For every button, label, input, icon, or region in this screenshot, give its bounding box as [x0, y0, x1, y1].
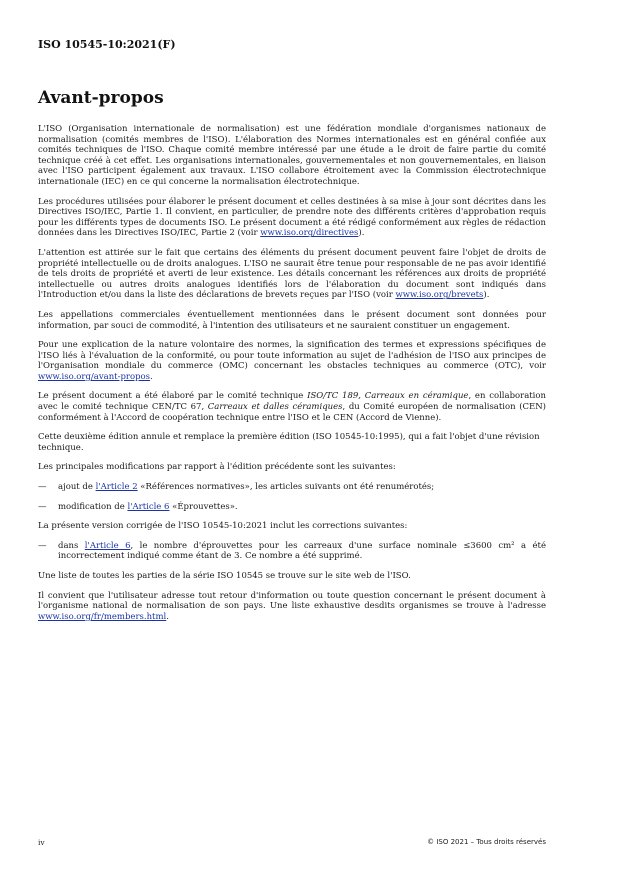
paragraph-edition: Cette deuxième édition annule et remplace la première édition (ISO 10545-10:1995), qui a fait l'objet d'une révision technique. — [38, 432, 540, 453]
paragraph-changes-intro: Les principales modifications par rapport à l'édition précédente sont les suivantes: — [38, 462, 396, 473]
list-item-text — [58, 541, 546, 562]
paragraph-iso-description: L'ISO (Organisation internationale de normalisation) est une fédération mondiale d'organismes nationaux de normalisation (comités membres de l'ISO). L'élaboration des Normes internationales est en général confiée aux comités techniques de l'ISO. Chaque comité membre intéressé par une étude a le droit de faire partie du comité technique créé à cet effet. Les organisations internationales, gouvernementales et non gouvernementales, en liaison avec l'ISO participent également aux travaux. L'ISO collabore étroitement avec la Commission électrotechnique internationale (IEC) en ce qui concerne la normalisation électrotechnique. — [38, 124, 546, 187]
list-text: , le nombre d'éprouvettes pour les carreaux d'une surface nominale ≤3600 cm² a été incorrectement indiqué comme étant de 3. Ce nombre a été supprimé. — [58, 540, 546, 562]
paragraph-corrections-intro: La présente version corrigée de l'ISO 10545-10:2021 inclut les corrections suivantes: — [38, 521, 408, 532]
list-text: modification de — [58, 501, 128, 512]
paragraph-feedback — [38, 591, 546, 623]
paragraph-committee — [38, 391, 546, 423]
list-item — [38, 541, 546, 562]
list-text: «Éprouvettes». — [169, 501, 238, 512]
paragraph-text: L'attention est attirée sur le fait que certains des éléments du présent document peuvent faire l'objet de droits de propriété intellectuelle ou de droits analogues. L'ISO ne saurait être tenue pour responsable de ne pas avoir identifié de tels droits de propriété et averti de leur existence. Les détails concernant les références aux droits de propriété intellectuelle ou autres droits analogues identifiés lors de l'élaboration du document sont indiqués dans l'Introduction et/ou dans la liste des déclarations de brevets reçues par l'ISO (voir — [38, 247, 546, 301]
paragraph-text: , du Comité européen de normalisation (CEN) conformément à l'Accord de coopération technique entre l'ISO et le CEN (Accord de Vienne). — [38, 402, 547, 423]
page-title: Avant-propos — [38, 88, 164, 108]
link-article-6-correction[interactable]: l'Article 6 — [84, 540, 131, 551]
paragraph-text: . — [150, 371, 153, 382]
list-text: «Références normatives», les articles suivants ont été renumérotés; — [137, 482, 435, 493]
link-brevets[interactable]: www.iso.org/brevets — [395, 290, 484, 301]
paragraph-text: Il convient que l'utilisateur adresse tout retour d'information ou toute question concernant le présent document à l'organisme national de normalisation de son pays. Une liste exhaustive desdits organismes se trouve à l'adresse — [38, 590, 546, 612]
copyright-notice: © ISO 2021 – Tous droits réservés — [427, 838, 546, 846]
page-footer — [38, 838, 546, 847]
committee-iso: ISO/TC 189, Carreaux en céramique — [307, 391, 469, 402]
link-avant-propos[interactable]: www.iso.org/avant-propos — [38, 371, 150, 382]
paragraph-text: ). — [358, 228, 365, 239]
dash-bullet: — — [38, 501, 47, 512]
foreword-body — [38, 124, 546, 631]
list-item — [38, 502, 546, 513]
list-item-text — [58, 502, 546, 513]
page-number: iv — [38, 838, 45, 847]
list-item — [38, 482, 546, 493]
dash-bullet: — — [38, 482, 47, 493]
paragraph-text: ). — [483, 290, 490, 301]
paragraph-text: Le présent document a été élaboré par le comité technique — [38, 391, 308, 402]
list-item-text — [58, 482, 546, 493]
link-article-2[interactable]: l'Article 2 — [95, 482, 138, 493]
paragraph-patents — [38, 248, 546, 301]
link-members[interactable]: www.iso.org/fr/members.html — [38, 611, 167, 622]
committee-cen: Carreaux et dalles céramiques — [207, 402, 343, 413]
paragraph-text: Les procédures utilisées pour élaborer le présent document et celles destinées à sa mise à jour sont décrites dans les Directives ISO/IEC, Partie 1. Il convient, en particulier, de prendre note des différents critères d'approbation requis pour les différents types de documents ISO. Le présent document a été rédigé conformément aux règles de rédaction données dans les Directives ISO/IEC, Partie 2 (voir — [38, 196, 546, 239]
dash-bullet: — — [38, 540, 47, 551]
paragraph-text: Pour une explication de la nature volontaire des normes, la signification des termes et expressions spécifiques de l'ISO liés à l'évaluation de la conformité, ou pour toute information au sujet de l'adhésion de l'ISO aux principes de l'Organisation mondiale du commerce (OMC) concernant les obstacles techniques au commerce (OTC), voir — [38, 340, 546, 372]
paragraph-trade-names: Les appellations commerciales éventuellement mentionnées dans le présent document sont données pour information, par souci de commodité, à l'intention des utilisateurs et ne sauraient constituer un engagement. — [38, 309, 546, 331]
paragraph-series-list: Une liste de toutes les parties de la série ISO 10545 se trouve sur le site web de l'ISO. — [38, 571, 411, 581]
link-directives[interactable]: www.iso.org/directives — [260, 228, 359, 239]
link-article-6[interactable]: l'Article 6 — [127, 501, 170, 512]
list-text: dans — [58, 540, 85, 551]
document-id: ISO 10545-10:2021(F) — [38, 38, 176, 51]
list-text: ajout de — [58, 482, 96, 493]
paragraph-voluntary — [38, 340, 546, 382]
paragraph-text: , en collaboration avec le comité technique CEN/TC 67, — [38, 391, 546, 413]
paragraph-procedures — [38, 197, 546, 239]
paragraph-text: . — [166, 611, 169, 622]
